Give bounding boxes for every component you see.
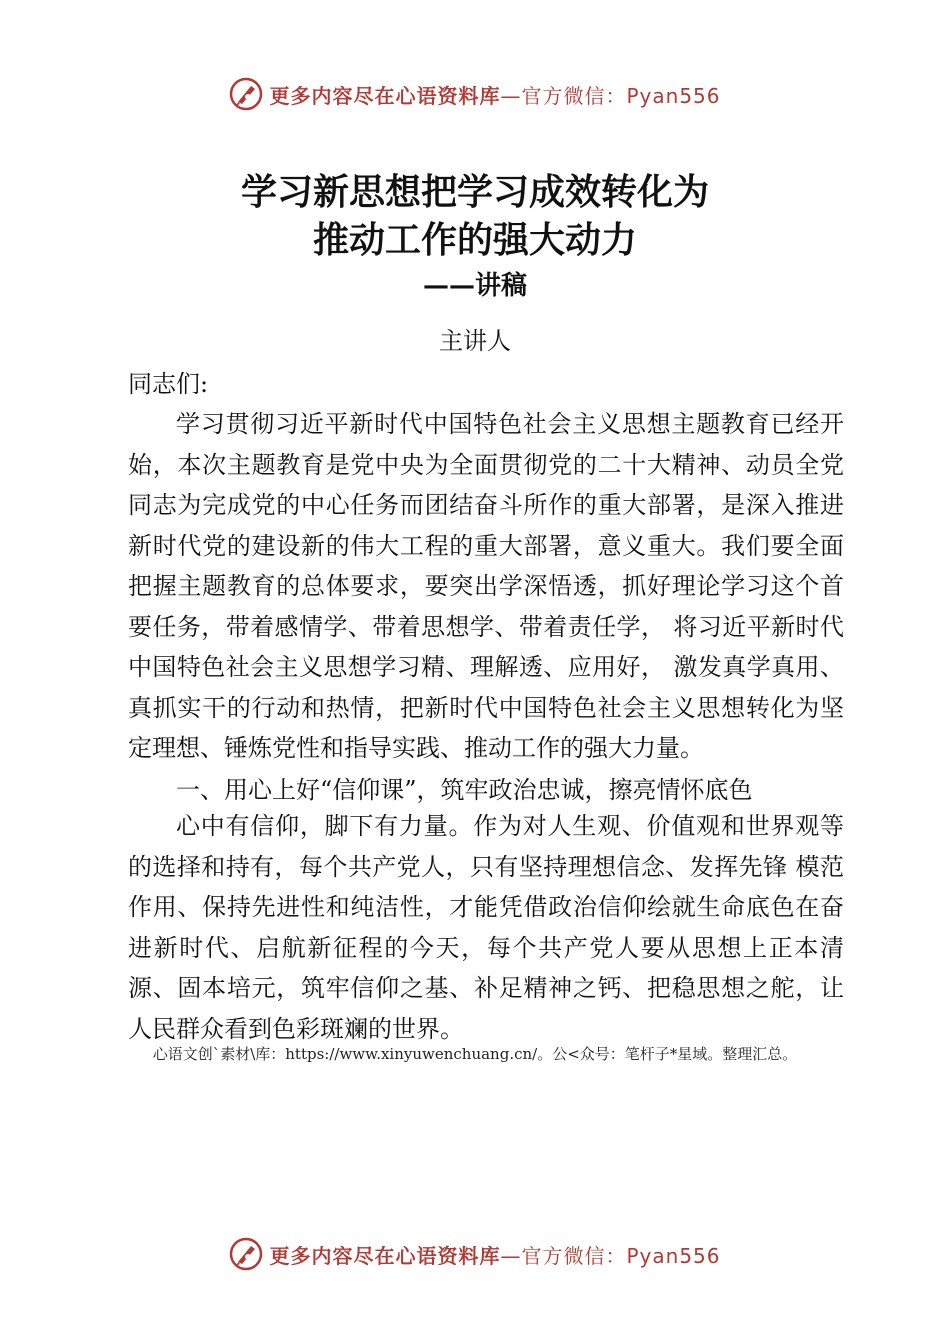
banner-wechat-label: 官方微信： — [521, 1243, 627, 1268]
banner-wechat-id: Pyan556 — [626, 83, 721, 108]
pen-logo-icon — [229, 77, 263, 111]
banner-dash: — — [500, 1243, 522, 1268]
top-watermark-banner — [0, 72, 950, 116]
banner-site-name: 更多内容尽在心语资料库 — [269, 83, 501, 108]
bottom-watermark-banner — [0, 1232, 950, 1276]
banner-wechat-id: Pyan556 — [626, 1243, 721, 1268]
document-title-line-1: 学习新思想把学习成效转化为 — [240, 171, 709, 213]
banner-text — [269, 80, 720, 109]
source-note: 心语文创`素材\库：https://www.xinyuwenchuang.cn/。公<众号：笔杆子*星域。整理汇总。 — [152, 1045, 798, 1063]
banner-dash: — — [500, 83, 522, 108]
document-title-line-2: 推动工作的强大动力 — [312, 219, 637, 261]
banner-wechat-label: 官方微信： — [521, 83, 627, 108]
banner-site-name: 更多内容尽在心语资料库 — [269, 1243, 501, 1268]
salutation: 同志们: — [128, 370, 209, 398]
paragraph-section-1: 心中有信仰，脚下有力量。作为对人生观、价值观和世界观等的选择和持有，每个共产党人，只有坚持理想信念、发挥先锋 模范作用、保持先进性和纯洁性，才能凭借政治信仰绘就生命底色在奋进新时代、启航新征程的今天，每个共产党人要从思想上正本清源、固本培元，筑牢信仰之基、补足精神之钙、把稳思想之舵，让人民群众看到色彩斑斓的世界。 — [128, 812, 844, 1043]
paragraph-intro: 学习贯彻习近平新时代中国特色社会主义思想主题教育已经开始，本次主题教育是党中央为全面贯彻党的二十大精神、动员全党同志为完成党的中心任务而团结奋斗所作的重大部署，是深入推进新时代党的建设新的伟大工程的重大部署，意义重大。我们要全面把握主题教育的总体要求，要突出学深悟透，抓好理论学习这个首要任务，带着感情学、带着思想学、带着责任学， 将习近平新时代中国特色社会主义思想学习精、理解透、应用好， 激发真学真用、真抓实干的行动和热情，把新时代中国特色社会主义思想转化为坚定理想、锤炼党性和指导实践、推动工作的强大力量。 — [128, 410, 844, 762]
pen-logo-icon — [229, 1237, 263, 1271]
banner-text — [269, 1240, 720, 1269]
section-heading-1: 一、用心上好“信仰课”，筑牢政治忠诚，擦亮情怀底色 — [176, 776, 753, 804]
speaker-label: 主讲人 — [439, 327, 511, 355]
document-subtitle: ——讲稿 — [422, 271, 527, 301]
